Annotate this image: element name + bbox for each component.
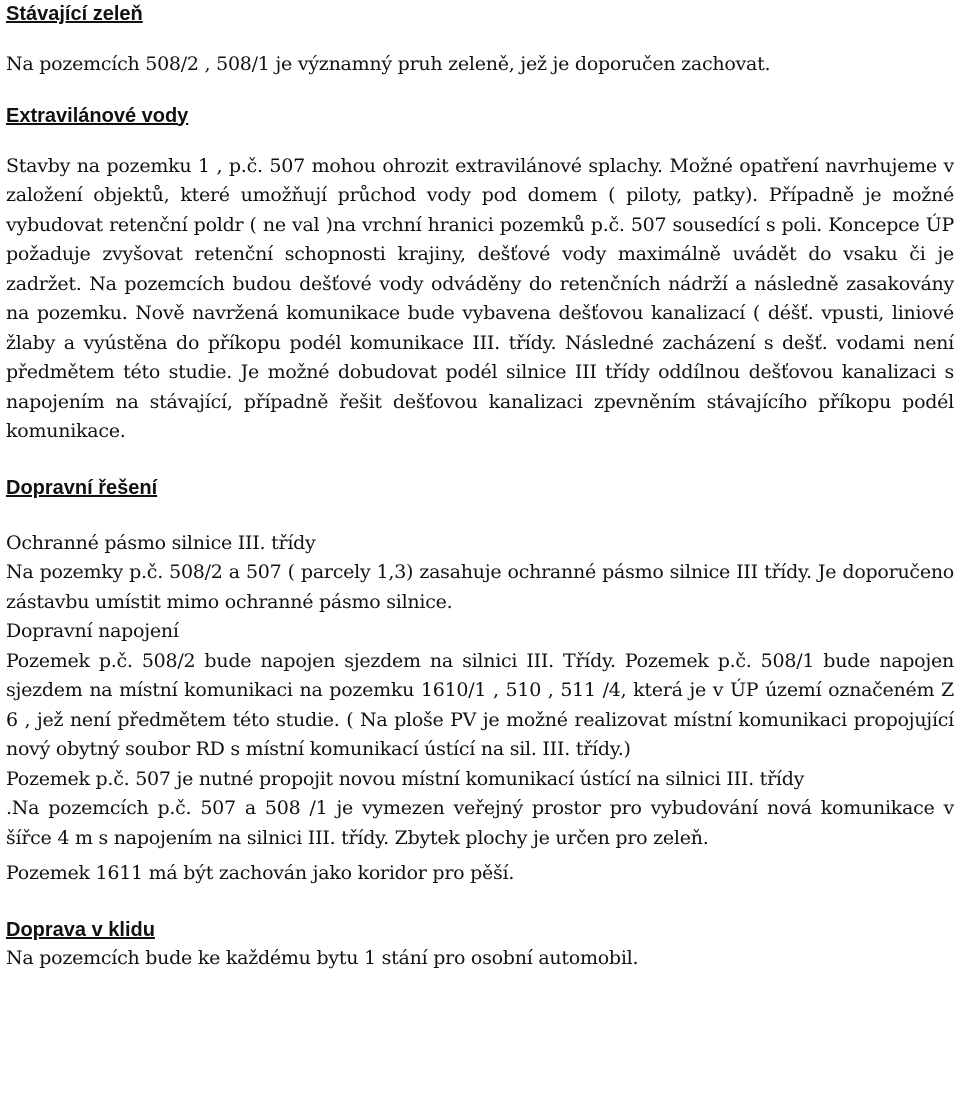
subheading-ochranne-pasmo: Ochranné pásmo silnice III. třídy (6, 531, 316, 554)
paragraph-vody: Stavby na pozemku 1 , p.č. 507 mohou ohrozit extravilánové splachy. Možné opatření navrhujeme v založení objektů, které umožňují průchod vody pod domem ( piloty, patky). Případně je možné vybudovat retenční poldr ( ne val )na vrchní hranici pozemků p.č. 507 sousedící s poli. Koncepce ÚP požaduje zvyšovat retenční schopnosti krajiny, dešťové vody maximálně uvádět do vsaku či je zadržet. Na pozemcích budou dešťové vody odváděny do retenčních nádrží a následně zasakovány na pozemku. Nově navržená komunikace bude vybavena dešťovou kanalizací ( déšť. vpusti, liniové žlaby a vyústěna do příkopu podél komunikace III. třídy. Následné zacházení s dešť. vodami není předmětem této studie. Je možné dobudovat podél silnice III třídy oddílnou dešťovou kanalizaci s napojením na stávající, případně řešit dešťovou kanalizaci zpevněním stávajícího příkopu podél komunikace. (6, 154, 954, 442)
heading-doprava-v-klidu: Doprava v klidu (6, 918, 155, 941)
paragraph-doprava-v-klidu: Na pozemcích bude ke každému bytu 1 stání pro osobní automobil. (6, 946, 639, 969)
subheading-dopravni-napojeni: Dopravní napojení (6, 620, 179, 642)
paragraph-koridor-pesi: Pozemek 1611 má být zachován jako koridor pro pěší. (6, 862, 515, 884)
paragraph-verejny-prostor: .Na pozemcích p.č. 507 a 508 /1 je vymezen veřejný prostor pro vybudování nová komunikace v šířce 4 m s napojením na silnici III. třídy. Zbytek plochy je určen pro zeleň. (6, 797, 954, 849)
heading-extravilanove-vody: Extravilánové vody (6, 104, 189, 127)
paragraph-dopravni-napojeni: Pozemek p.č. 508/2 bude napojen sjezdem na silnici III. Třídy. Pozemek p.č. 508/1 bude napojen sjezdem na místní komunikaci na pozemku 1610/1 , 510 , 511 /4, která je v ÚP území označeném Z 6 , jež není předmětem této studie. ( Na ploše PV je možné realizovat místní komunikaci propojující nový obytný soubor RD s místní komunikací ústící na sil. III. třídy.) (6, 649, 954, 760)
heading-stavajici-zelen: Stávající zeleň (6, 3, 143, 25)
heading-dopravni-reseni: Dopravní řešení (6, 476, 158, 499)
paragraph-ochranne-pasmo: Na pozemky p.č. 508/2 a 507 ( parcely 1,3) zasahuje ochranné pásmo silnice III třídy. Je doporučeno zástavbu umístit mimo ochranné pásmo silnice. (6, 561, 954, 613)
paragraph-pozemek-507: Pozemek p.č. 507 je nutné propojit novou místní komunikací ústící na silnici III. třídy (6, 767, 805, 790)
paragraph-zelen: Na pozemcích 508/2 , 508/1 je významný pruh zeleně, jež je doporučen zachovat. (6, 53, 771, 75)
